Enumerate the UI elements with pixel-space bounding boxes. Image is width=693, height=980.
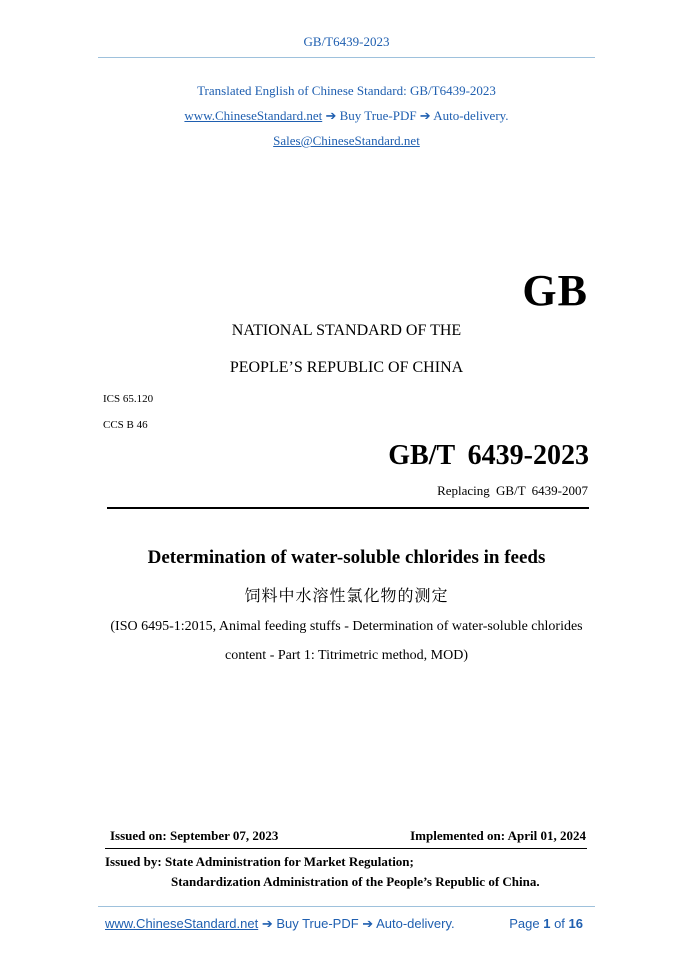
page-label: Page <box>509 916 540 931</box>
gb-logo: GB <box>522 266 588 315</box>
promo-buy-line <box>0 108 693 124</box>
implemented-on-date: Implemented on: April 01, 2024 <box>410 828 586 843</box>
replacing-standard: Replacing GB/T 6439-2007 <box>437 483 588 498</box>
header-document-code: GB/T6439-2023 <box>303 34 390 49</box>
issued-on-date: Issued on: September 07, 2023 <box>110 828 279 843</box>
page-current: 1 <box>543 916 551 931</box>
standard-code: GB/T 6439-2023 <box>388 440 589 471</box>
promo-translation-line: Translated English of Chinese Standard: GB/T6439-2023 <box>197 83 496 98</box>
iso-reference-line2: content - Part 1: Titrimetric method, MOD) <box>224 648 469 663</box>
page-total: 16 <box>568 916 583 931</box>
issued-by-line2: Standardization Administration of the People’s Republic of China. <box>171 874 540 889</box>
document-title-chinese: 饲料中水溶性氯化物的测定 <box>244 586 449 605</box>
iso-reference-line1: (ISO 6495-1:2015, Animal feeding stuffs - Determination of water-soluble chlorides <box>110 619 583 634</box>
footer-promo <box>105 916 455 932</box>
promo-site-link[interactable]: www.ChineseStandard.net <box>184 108 323 123</box>
header-divider <box>98 57 595 58</box>
page-indicator <box>509 916 583 931</box>
document-title: Determination of water-soluble chlorides in feeds <box>147 547 546 568</box>
national-standard-line1: NATIONAL STANDARD OF THE <box>231 322 462 339</box>
promo-email-line <box>0 133 693 149</box>
title-divider <box>107 507 589 509</box>
footer-site-link[interactable]: www.ChineseStandard.net <box>105 916 259 931</box>
dates-row <box>110 828 586 846</box>
dates-divider <box>105 848 587 849</box>
promo-buy-text: ➔ Buy True-PDF ➔ Auto-delivery. <box>322 108 509 123</box>
issued-by-line1: Issued by: State Administration for Market Regulation; <box>105 854 414 869</box>
footer-divider <box>98 906 595 907</box>
national-standard-line2: PEOPLE’S REPUBLIC OF CHINA <box>229 359 464 376</box>
ccs-code: CCS B 46 <box>103 419 148 431</box>
promo-email-link[interactable]: Sales@ChineseStandard.net <box>273 133 420 148</box>
ics-code: ICS 65.120 <box>103 393 154 405</box>
page-of: of <box>554 916 565 931</box>
footer-buy-text: ➔ Buy True-PDF ➔ Auto-delivery. <box>258 916 455 931</box>
